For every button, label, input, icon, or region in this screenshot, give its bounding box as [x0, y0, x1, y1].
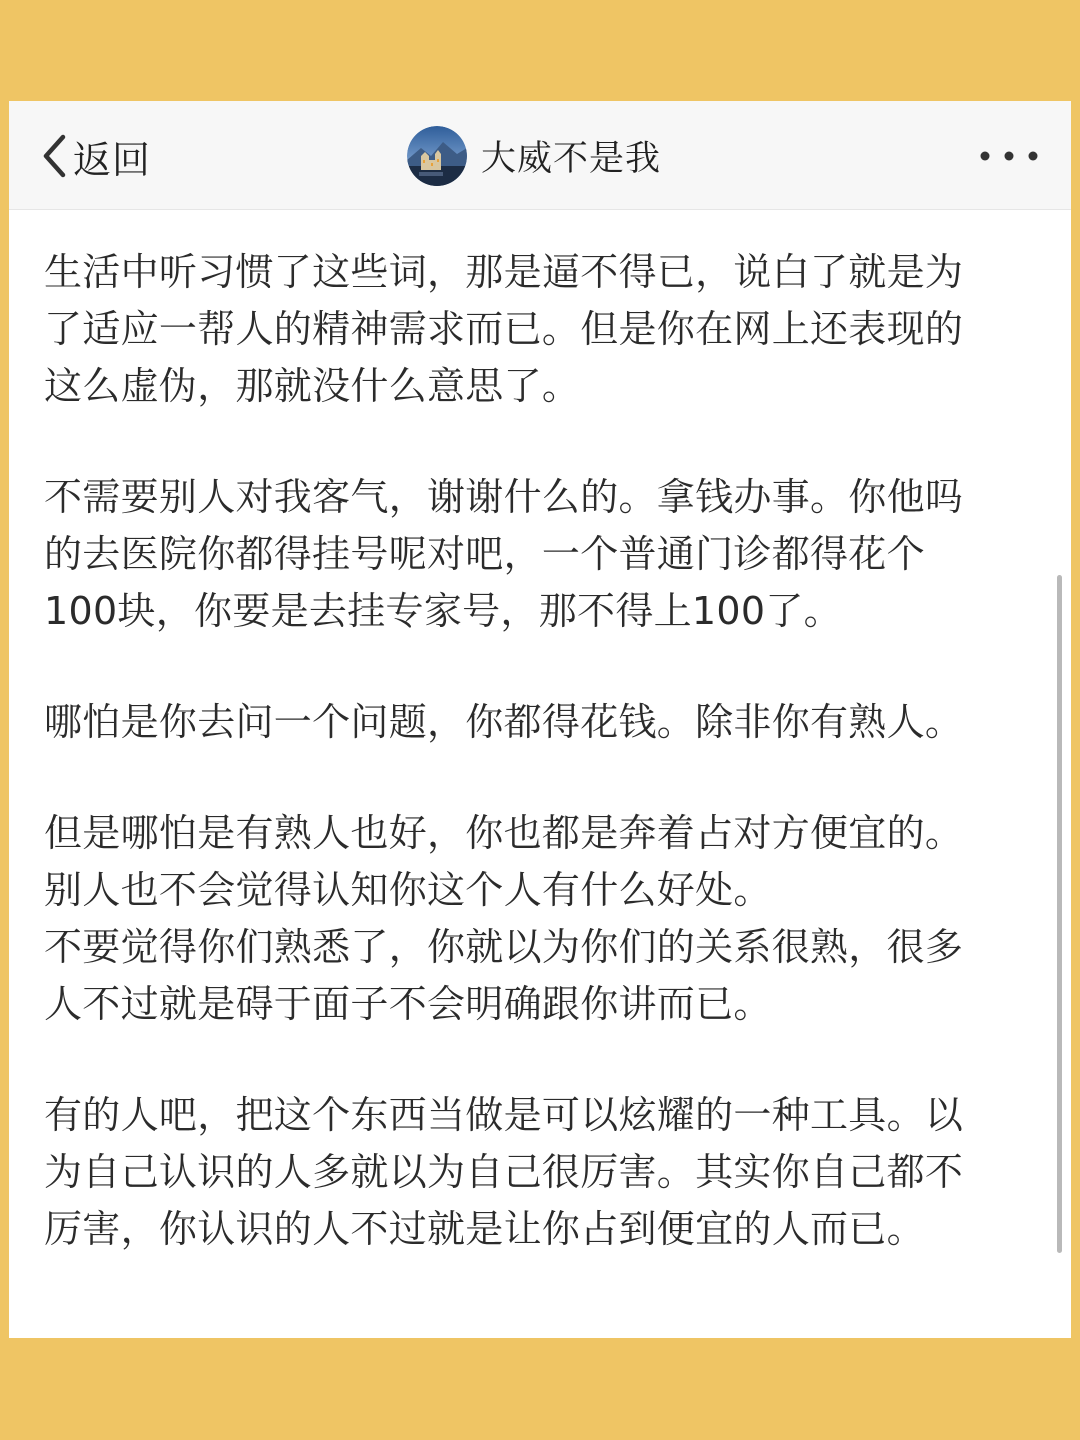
avatar[interactable] [407, 126, 467, 186]
text-line: 厉害，你认识的人不过就是让你占到便宜的人而已。 [44, 1207, 925, 1251]
paragraph [44, 1087, 1034, 1258]
paragraph [44, 244, 1034, 415]
paragraph [44, 469, 1034, 640]
text-line: 生活中听习惯了这些词，那是逼不得已，说白了就是为 [44, 250, 964, 294]
paragraph [44, 694, 1034, 751]
text-line: 不要觉得你们熟悉了，你就以为你们的关系很熟，很多 [44, 925, 964, 969]
text-line: 了适应一帮人的精神需求而已。但是你在网上还表现的 [44, 307, 964, 351]
back-label: 返回 [73, 137, 152, 182]
back-button[interactable] [39, 129, 151, 183]
post-card [9, 101, 1071, 1338]
text-line: 不需要别人对我客气，谢谢什么的。拿钱办事。你他吗 [44, 475, 964, 519]
text-line: 有的人吧，把这个东西当做是可以炫耀的一种工具。以 [44, 1093, 964, 1137]
text-line: 人不过就是碍于面子不会明确跟你讲而已。 [44, 982, 772, 1026]
text-line: 这么虚伪，那就没什么意思了。 [44, 364, 581, 408]
scrollbar[interactable] [1057, 575, 1062, 1253]
page-title: 大威不是我 [481, 139, 662, 179]
navigation-bar [9, 101, 1071, 210]
chevron-left-icon [39, 132, 69, 180]
text-line: 哪怕是你去问一个问题，你都得花钱。除非你有熟人。 [44, 700, 964, 744]
text-line: 别人也不会觉得认知你这个人有什么好处。 [44, 868, 772, 912]
text-line: 为自己认识的人多就以为自己很厉害。其实你自己都不 [44, 1150, 964, 1194]
text-line: 的去医院你都得挂号呢对吧，一个普通门诊都得花个 [44, 532, 925, 576]
text-line: 100块，你要是去挂专家号，那不得上100了。 [44, 589, 842, 633]
text-line: 但是哪怕是有熟人也好，你也都是奔着占对方便宜的。 [44, 811, 964, 855]
paragraph [44, 805, 1034, 1033]
profile-header[interactable] [407, 125, 661, 187]
article-body [44, 244, 1034, 1312]
more-dots-icon[interactable] [979, 141, 1039, 171]
